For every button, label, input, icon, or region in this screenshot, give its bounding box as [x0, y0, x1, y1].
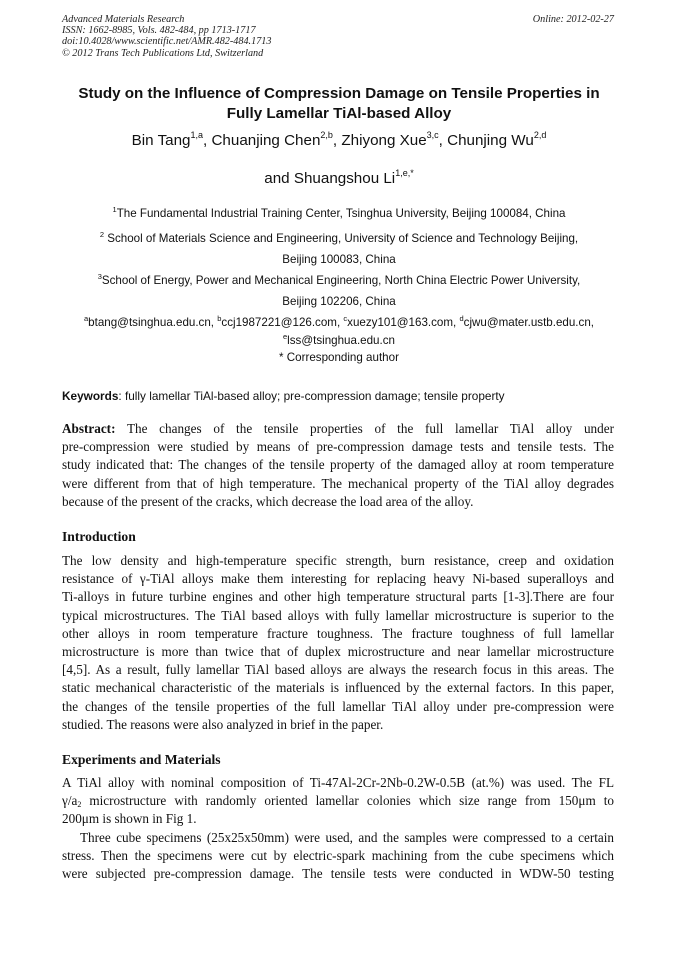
doi-line: doi:10.4028/www.scientific.net/AMR.482-484.1713	[62, 36, 272, 48]
introduction-line: The low density and high-temperature specific strength, burn resistance, creep and oxidation	[62, 553, 614, 568]
author-affiliation-mark: 1,a	[190, 130, 204, 140]
affiliation-text: Beijing 102206, China	[282, 295, 396, 308]
introduction-line: other alloys in room temperature fracture toughness. The fracture toughness of full lamellar	[62, 625, 614, 641]
keywords-label: Keywords	[62, 389, 119, 403]
author-separator: ,	[203, 132, 212, 149]
email-address: ccj1987221@126.com,	[221, 316, 344, 329]
author-name: Chunjing Wu	[447, 132, 534, 149]
abstract-line: study indicated that: The changes of the tensile property of the damaged alloy at room temperature	[62, 457, 614, 473]
author-separator: ,	[438, 132, 448, 149]
author-affiliation-mark: 1,e,*	[395, 168, 414, 178]
author-name: Zhiyong Xue	[341, 132, 427, 149]
journal-name: Advanced Materials Research	[62, 14, 185, 25]
author-line	[30, 132, 648, 149]
affiliation-2	[50, 228, 628, 270]
affiliation-text: Beijing 100083, China	[282, 253, 396, 266]
abstract-line: were different from that of high temperature. The mechanical property of the TiAl alloy degrades	[62, 475, 614, 491]
paper-title	[40, 84, 638, 124]
author-line	[30, 170, 648, 187]
author-separator: ,	[332, 132, 342, 149]
email-address: cjwu@mater.ustb.edu.cn,	[463, 316, 594, 329]
author-name: Chuanjing Chen	[211, 132, 321, 149]
author-name: Bin Tang	[131, 132, 191, 149]
introduction-line: [4,5]. As a result, fully lamellar TiAl based alloys are always the research focus in this areas. The	[62, 662, 614, 678]
affiliation-mark: 3	[97, 272, 102, 281]
author-affiliation-mark: 2,b	[320, 130, 333, 140]
author-affiliation-mark: 2,d	[533, 130, 547, 140]
issn-line: ISSN: 1662-8985, Vols. 482-484, pp 1713-1717	[62, 25, 256, 37]
experiments-line: Three cube specimens (25x25x50mm) were used, and the samples were compressed to a certain	[80, 829, 614, 845]
experiments-line	[62, 792, 614, 810]
introduction-line: studied. The reasons were also analyzed in brief in the paper.	[62, 716, 384, 732]
title-line: Fully Lamellar TiAl-based Alloy	[226, 105, 452, 122]
experiments-line: 200μm is shown in Fig 1.	[62, 811, 197, 827]
experiments-line: stress. Then the specimens were cut by electric-spark machining from the cube specimens which	[62, 847, 614, 863]
online-date: Online: 2012-02-27	[532, 14, 614, 25]
abstract-line: The changes of the tensile properties of the full lamellar TiAl alloy under	[115, 421, 614, 436]
introduction-line: Ti-alloys in future turbine engines and other high temperature structural parts [1-3].There are four	[62, 589, 614, 605]
email-mark: e	[283, 332, 288, 341]
email-mark: c	[343, 314, 348, 323]
keywords-text: : fully lamellar TiAl-based alloy; pre-compression damage; tensile property	[118, 389, 505, 403]
section-heading-experiments: Experiments and Materials	[62, 752, 221, 767]
affiliation-mark: 2	[99, 230, 105, 239]
affiliation-1	[50, 203, 628, 224]
corresponding-author-note: * Corresponding author	[279, 351, 399, 364]
email-address: lss@tsinghua.edu.cn	[287, 334, 395, 347]
section-heading-introduction: Introduction	[62, 529, 136, 544]
experiments-paragraph	[62, 774, 614, 883]
affiliation-text: The Fundamental Industrial Training Center, Tsinghua University, Beijing 100084, China	[116, 207, 566, 220]
copyright-line: © 2012 Trans Tech Publications Ltd, Switzerland	[62, 47, 264, 59]
journal-header	[62, 14, 271, 59]
author-affiliation-mark: 3,c	[426, 130, 439, 140]
affiliation-text: School of Energy, Power and Mechanical Engineering, North China Electric Power University,	[101, 274, 581, 287]
author-conjunction: and	[264, 170, 294, 187]
introduction-line: resistance of γ-TiAl alloys make them interesting for replacing heavy Ni-based superalloys and	[62, 571, 614, 587]
introduction-paragraph	[62, 552, 614, 734]
introduction-line: typical microstructures. The TiAl based alloys with fully lamellar microstructure is superior to the	[62, 607, 614, 623]
experiments-text: microstructure with randomly oriented lamellar colonies which size range from 150μm to	[81, 793, 614, 809]
email-mark: b	[217, 314, 222, 323]
experiments-line: were subjected pre-compression damage. The tensile tests were conducted in WDW-50 testing	[62, 865, 614, 881]
introduction-line: the changes of the tensile properties of the full lamellar TiAl alloy under pre-compression were	[62, 698, 614, 714]
email-mark: d	[459, 314, 464, 323]
abstract-label: Abstract:	[62, 421, 116, 436]
experiments-line: A TiAl alloy with nominal composition of Ti-47Al-2Cr-2Nb-0.2W-0.5B (at.%) was used. The FL	[62, 775, 614, 790]
email-address: btang@tsinghua.edu.cn,	[88, 316, 218, 329]
email-mark: a	[83, 314, 89, 323]
introduction-line: microstructure is more than twice that of duplex microstructure and near lamellar microstructure	[62, 643, 614, 659]
abstract-line: because of the present of the cracks, which decrease the load area of the alloy.	[62, 493, 474, 509]
email-block	[40, 312, 638, 368]
affiliation-3	[50, 270, 628, 312]
introduction-line: static mechanical characteristic of the materials is influenced by the external factors. In this paper,	[62, 680, 614, 696]
abstract-paragraph	[62, 420, 614, 511]
affiliation-mark: 1	[112, 205, 117, 214]
keywords-line	[62, 389, 505, 403]
affiliation-text: School of Materials Science and Engineering, University of Science and Technology Beijing,	[104, 232, 579, 245]
title-line: Study on the Influence of Compression Damage on Tensile Properties in	[78, 85, 600, 102]
experiments-text: γ/a	[62, 793, 78, 809]
author-name: Shuangshou Li	[293, 170, 396, 187]
subscript: 2	[77, 800, 82, 810]
abstract-line: pre-compression were studied by means of pre-compression damage tests and tensile tests. The	[62, 439, 614, 455]
email-address: xuezy101@163.com,	[347, 316, 460, 329]
